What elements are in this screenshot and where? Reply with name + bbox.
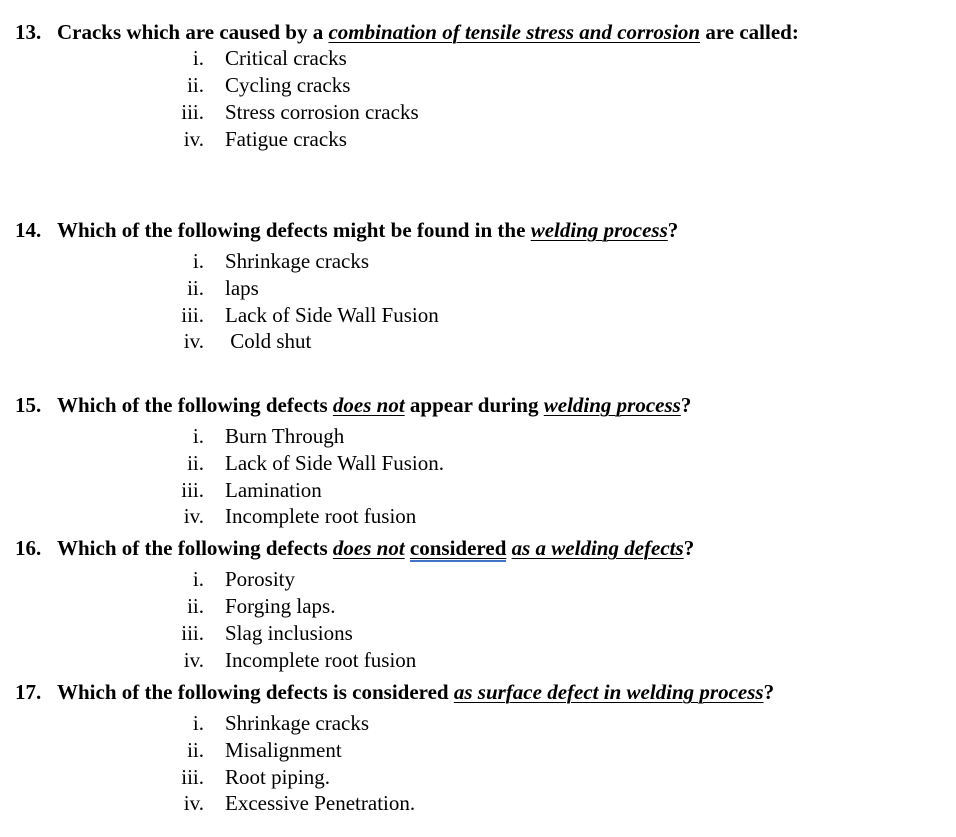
option [168, 72, 350, 99]
emphasis-text: as a welding defects [511, 536, 684, 560]
option-number: ii. [187, 594, 204, 618]
option [168, 620, 353, 647]
option [168, 423, 344, 450]
question-text: are called: [700, 20, 799, 44]
question-number: 16. [15, 536, 42, 560]
option [168, 45, 347, 72]
question-number: 17. [15, 680, 42, 704]
option-text: Lack of Side Wall Fusion [225, 303, 439, 327]
option-number: ii. [187, 738, 204, 762]
option [168, 275, 259, 302]
option [168, 593, 335, 620]
question-17 [15, 680, 774, 704]
emphasis-text: combination of tensile stress and corrosion [328, 20, 701, 44]
option [168, 710, 369, 737]
option-text: Cycling cracks [225, 73, 351, 97]
option-text: Root piping. [225, 765, 331, 789]
question-text: ? [667, 218, 679, 242]
option-text: Porosity [225, 567, 296, 591]
option-text: Burn Through [225, 424, 345, 448]
emphasis-text: as surface defect in welding process [453, 680, 764, 704]
option-number: i. [192, 249, 204, 273]
question-text: Which of the following defects is considered [57, 680, 454, 704]
question-text: ? [763, 680, 775, 704]
question-number: 13. [15, 20, 42, 44]
option [168, 647, 416, 674]
option [168, 566, 295, 593]
emphasis-text: does not [332, 536, 405, 560]
question-text: appear during [404, 393, 544, 417]
grammar-flagged-word[interactable]: considered [409, 536, 507, 560]
option-text: Incomplete root fusion [225, 504, 417, 528]
option [168, 450, 444, 477]
option [168, 790, 415, 817]
option-text: Shrinkage cracks [225, 711, 370, 735]
option-text: Shrinkage cracks [225, 249, 370, 273]
option-number: iii. [181, 765, 204, 789]
question-text: Which of the following defects [57, 393, 333, 417]
question-13 [15, 20, 799, 44]
option [168, 764, 330, 791]
option-number: ii. [187, 276, 204, 300]
option [168, 477, 322, 504]
option-number: iii. [181, 478, 204, 502]
option-text: Lamination [225, 478, 322, 502]
option-text: Lack of Side Wall Fusion. [225, 451, 444, 475]
question-16 [15, 536, 694, 560]
option-text: Cold shut [225, 329, 312, 353]
option [168, 328, 311, 355]
emphasis-text: welding process [530, 218, 668, 242]
option-number: ii. [187, 451, 204, 475]
emphasis-text: does not [332, 393, 405, 417]
option-number: i. [192, 567, 204, 591]
option-number: iv. [183, 648, 204, 672]
question-text: ? [680, 393, 692, 417]
option-number: i. [192, 711, 204, 735]
question-text: Which of the following defects might be found in the [57, 218, 531, 242]
question-text: Cracks which are caused by a [57, 20, 329, 44]
option-number: iv. [183, 791, 204, 815]
option-text: Forging laps. [225, 594, 336, 618]
option [168, 503, 416, 530]
option-text: Slag inclusions [225, 621, 353, 645]
option-text: laps [225, 276, 259, 300]
option-text: Incomplete root fusion [225, 648, 417, 672]
option-text: Misalignment [225, 738, 342, 762]
option [168, 126, 347, 153]
option-number: i. [192, 424, 204, 448]
option-number: iii. [181, 621, 204, 645]
option-number: i. [192, 46, 204, 70]
option-number: iii. [181, 100, 204, 124]
option-number: iv. [183, 329, 204, 353]
option-number: iv. [183, 504, 204, 528]
option-number: iv. [183, 127, 204, 151]
option-number: iii. [181, 303, 204, 327]
option-text: Stress corrosion cracks [225, 100, 419, 124]
option-text: Critical cracks [225, 46, 347, 70]
question-text: Which of the following defects [57, 536, 333, 560]
option [168, 248, 369, 275]
option [168, 737, 342, 764]
option [168, 99, 419, 126]
question-text: ? [683, 536, 695, 560]
question-15 [15, 393, 691, 417]
emphasis-text: welding process [543, 393, 681, 417]
option-text: Fatigue cracks [225, 127, 347, 151]
option [168, 302, 439, 329]
option-text: Excessive Penetration. [225, 791, 416, 815]
question-number: 15. [15, 393, 42, 417]
question-14 [15, 218, 678, 242]
option-number: ii. [187, 73, 204, 97]
question-number: 14. [15, 218, 42, 242]
